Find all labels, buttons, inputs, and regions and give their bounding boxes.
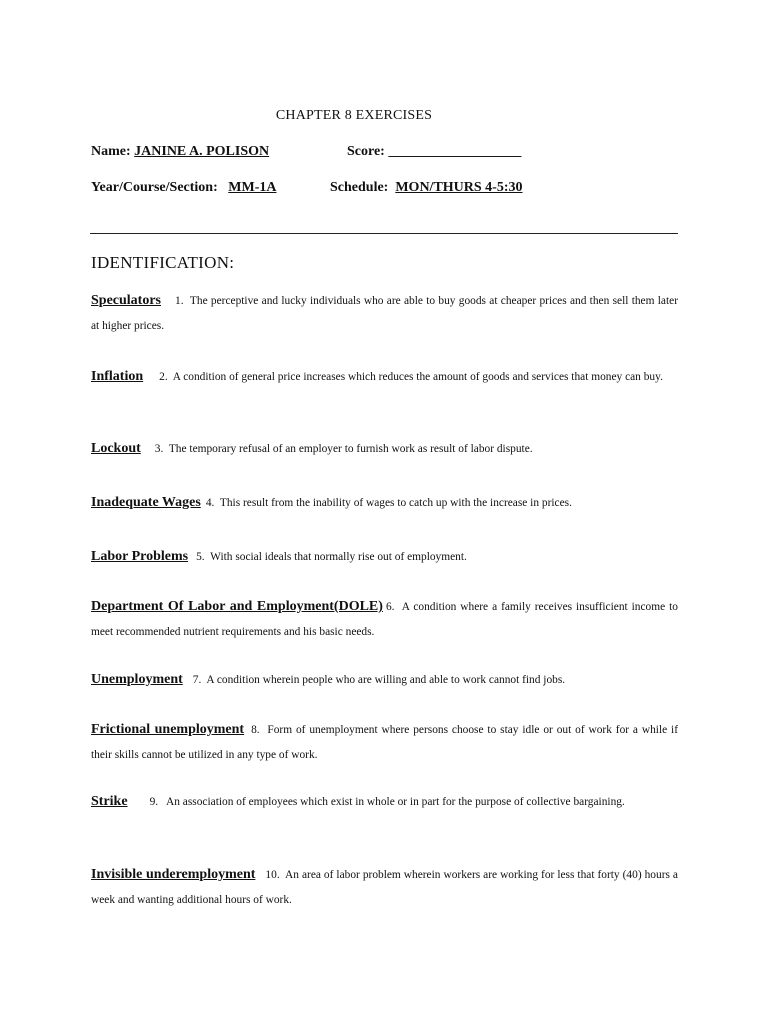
list-item: [91, 437, 678, 462]
item-text: Form of unemployment where persons choose to stay idle or out of work for a while if their skills cannot be utilized in any type of work.: [91, 724, 679, 761]
list-item: [91, 595, 678, 644]
item-term: Inadequate Wages: [91, 495, 201, 510]
list-item: [91, 491, 678, 516]
item-term: Lockout: [91, 441, 141, 456]
list-item: [91, 790, 678, 815]
ycs-value: MM-1A: [228, 180, 277, 195]
schedule-value: MON/THURS 4-5:30: [395, 180, 523, 195]
score-label: Score:: [347, 144, 385, 159]
item-number: 2.: [159, 371, 168, 383]
item-text: A condition wherein people who are willing and able to work cannot find jobs.: [206, 674, 566, 686]
item-term: Invisible underemployment: [91, 867, 256, 882]
item-number: 5.: [196, 551, 205, 563]
item-text: The perceptive and lucky individuals who are able to buy goods at cheaper prices and then sell them later at higher prices.: [91, 295, 678, 332]
year-course-section-line: [91, 180, 276, 196]
ycs-label: Year/Course/Section:: [91, 180, 218, 195]
item-text: With social ideals that normally rise out of employment.: [210, 551, 467, 563]
item-number: 4.: [205, 497, 215, 509]
item-number: 9.: [149, 796, 159, 808]
list-item: [91, 365, 678, 390]
item-term: Unemployment: [91, 672, 183, 687]
list-item: [91, 668, 678, 693]
list-item: [91, 289, 678, 338]
item-text: A condition of general price increases which reduces the amount of goods and services that money can buy.: [172, 371, 663, 383]
name-value: JANINE A. POLISON: [134, 144, 270, 159]
item-term: Strike: [91, 794, 128, 809]
item-term: Speculators: [91, 293, 161, 308]
item-number: 10.: [265, 869, 280, 881]
item-term: Inflation: [91, 369, 144, 384]
schedule-line: [330, 180, 523, 196]
score-line: [347, 144, 521, 160]
item-text: A condition where a family receives insufficient income to meet recommended nutrient requirements and his basic needs.: [91, 601, 678, 638]
list-item: [91, 545, 678, 570]
section-heading: IDENTIFICATION:: [91, 253, 235, 272]
list-item: [91, 863, 678, 912]
horizontal-divider: [90, 233, 678, 234]
name-label: Name:: [91, 144, 131, 159]
item-term: Labor Problems: [91, 549, 189, 564]
item-number: 6.: [385, 601, 395, 613]
item-number: 3.: [154, 443, 164, 455]
item-text: The temporary refusal of an employer to furnish work as result of labor dispute.: [168, 443, 533, 455]
list-item: [91, 718, 678, 767]
score-value: ___________________: [388, 144, 522, 159]
item-number: 1.: [175, 295, 184, 307]
item-number: 8.: [251, 724, 260, 736]
item-number: 7.: [192, 674, 202, 686]
item-term: Department Of Labor and Employment(DOLE): [91, 599, 383, 614]
item-text: An area of labor problem wherein workers are working for less that forty (40) hours a week and wanting additional hours of work.: [91, 869, 678, 906]
item-term: Frictional unemployment: [91, 722, 245, 737]
item-text: An association of employees which exist in whole or in part for the purpose of collective bargaining.: [166, 796, 625, 808]
name-line: [91, 144, 269, 160]
item-text: This result from the inability of wages to catch up with the increase in prices.: [219, 497, 572, 509]
document-title: CHAPTER 8 EXERCISES: [275, 108, 433, 123]
schedule-label: Schedule:: [330, 180, 389, 195]
